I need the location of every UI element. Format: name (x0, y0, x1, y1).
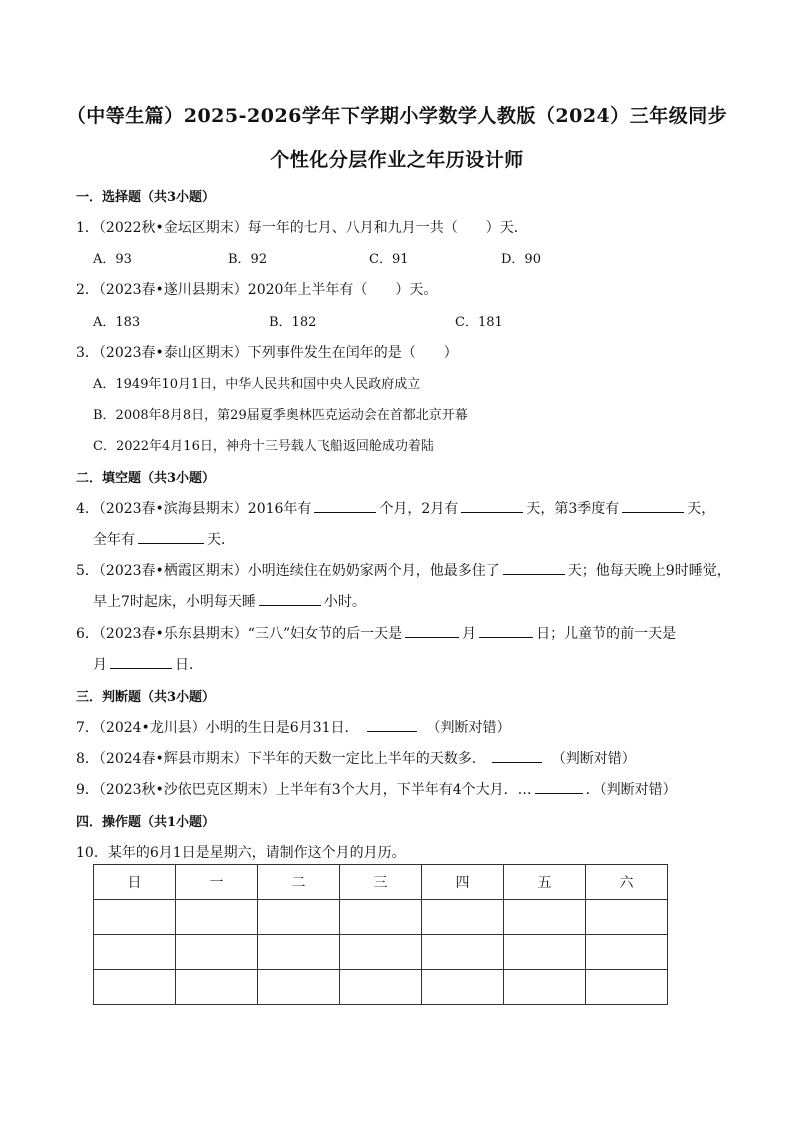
q1-option-c: C．91 (369, 252, 409, 267)
q7-suffix: （判断对错） (426, 720, 511, 736)
q6-blank-day-1[interactable] (479, 623, 533, 638)
page-title-line1: （中等生篇）2025-2026学年下学期小学数学人教版（2024）三年级同步 (66, 105, 728, 127)
question-1-stem: 1．（2022秋•金坛区期末）每一年的七月、八月和九月一共（ ）天． (76, 220, 528, 236)
q4-text-4: 天， (687, 501, 716, 517)
q3-option-b: B．2008年8月8日，第29届夏季奥林匹克运动会在首都北京开幕 (93, 408, 468, 423)
question-7 (76, 717, 511, 737)
question-6-line2 (93, 654, 203, 674)
q3-option-a: A．1949年10月1日，中华人民共和国中央人民政府成立 (93, 377, 421, 392)
calendar-cell[interactable] (586, 900, 668, 935)
calendar-cell[interactable] (422, 900, 504, 935)
calendar-header-wed: 三 (340, 865, 422, 900)
question-4-line1 (76, 498, 715, 518)
q8-suffix: （判断对错） (551, 751, 636, 767)
q6-text-2: 月 (462, 626, 477, 642)
calendar-cell[interactable] (258, 935, 340, 970)
question-5-line2 (93, 591, 366, 611)
calendar-cell[interactable] (422, 935, 504, 970)
q5-blank-hours[interactable] (259, 591, 321, 606)
calendar-cell[interactable] (340, 900, 422, 935)
question-5-line1 (76, 560, 731, 580)
q5-text-2: 天；他每天晚上9时睡觉， (567, 563, 731, 579)
q4-text-5: 全年有 (93, 532, 135, 548)
calendar-header-row (94, 865, 668, 900)
q1-option-b: B．92 (228, 252, 268, 267)
q9-blank[interactable] (535, 779, 583, 794)
calendar-cell[interactable] (176, 970, 258, 1005)
q6-blank-month-1[interactable] (405, 623, 459, 638)
calendar-cell[interactable] (258, 970, 340, 1005)
question-3-stem: 3．（2023春•泰山区期末）下列事件发生在闰年的是（ ） (76, 345, 458, 361)
calendar-cell[interactable] (340, 970, 422, 1005)
calendar-cell[interactable] (586, 970, 668, 1005)
calendar-cell[interactable] (176, 935, 258, 970)
section-heading-judge: 三．判断题（共3小题） (76, 690, 216, 705)
calendar-cell[interactable] (422, 970, 504, 1005)
calendar-header-sat: 六 (586, 865, 668, 900)
calendar-header-tue: 二 (258, 865, 340, 900)
calendar-cell[interactable] (504, 935, 586, 970)
section-heading-fill: 二．填空题（共3小题） (76, 471, 216, 486)
q7-blank[interactable] (367, 717, 417, 732)
question-4-line2 (93, 529, 235, 549)
q2-option-a: A．183 (93, 315, 141, 330)
q4-text-2: 个月，2月有 (379, 501, 459, 517)
q4-text-3: 天，第3季度有 (526, 501, 620, 517)
calendar-cell[interactable] (94, 970, 176, 1005)
section-heading-choice: 一．选择题（共3小题） (76, 190, 216, 205)
q4-text-6: 天． (207, 532, 235, 548)
q5-text-1: 5．（2023春•栖霞区期末）小明连续住在奶奶家两个月，他最多住了 (76, 563, 500, 579)
calendar-row (94, 970, 668, 1005)
page-title-line2: 个性化分层作业之年历设计师 (270, 149, 524, 171)
q6-text-4: 月 (93, 657, 107, 673)
q6-text-3: 日；儿童节的前一天是 (536, 626, 677, 642)
q1-option-a: A．93 (93, 252, 132, 267)
section-heading-operation: 四．操作题（共1小题） (76, 815, 216, 830)
q4-blank-year-days[interactable] (138, 529, 204, 544)
q4-blank-q3-days[interactable] (622, 498, 684, 513)
calendar-row (94, 900, 668, 935)
q2-option-b: B．182 (269, 315, 317, 330)
q2-option-c: C．181 (455, 315, 503, 330)
q5-text-3: 早上7时起床，小明每天睡 (93, 594, 256, 610)
q9-suffix: ．（判断对错） (585, 782, 677, 798)
calendar-cell[interactable] (586, 935, 668, 970)
q6-text-1: 6．（2023春•乐东县期末）“三八”妇女节的后一天是 (76, 626, 403, 642)
q4-blank-feb-days[interactable] (461, 498, 523, 513)
q6-blank-day-2[interactable] (110, 654, 172, 669)
question-9 (76, 779, 677, 799)
question-6-line1 (76, 623, 676, 643)
calendar-cell[interactable] (504, 970, 586, 1005)
calendar-header-thu: 四 (422, 865, 504, 900)
calendar-header-sun: 日 (94, 865, 176, 900)
q9-text: 9．（2023秋•沙依巴克区期末）上半年有3个大月，下半年有4个大月．… (76, 782, 532, 798)
calendar-cell[interactable] (176, 900, 258, 935)
question-10-stem: 10．某年的6月1日是星期六，请制作这个月的月历。 (76, 845, 406, 861)
q8-blank[interactable] (492, 748, 542, 763)
calendar-cell[interactable] (504, 900, 586, 935)
calendar-header-mon: 一 (176, 865, 258, 900)
calendar-cell[interactable] (94, 900, 176, 935)
q4-text-1: 4．（2023春•滨海县期末）2016年有 (76, 501, 312, 517)
q5-blank-days[interactable] (503, 560, 565, 575)
q8-text: 8．（2024春•辉县市期末）下半年的天数一定比上半年的天数多． (76, 751, 486, 767)
q1-option-d: D．90 (501, 252, 541, 267)
calendar-table (93, 864, 668, 1005)
calendar-header-fri: 五 (504, 865, 586, 900)
calendar-cell[interactable] (94, 935, 176, 970)
q4-blank-months[interactable] (314, 498, 376, 513)
calendar-row (94, 935, 668, 970)
q6-text-5: 日． (175, 657, 203, 673)
q3-option-c: C．2022年4月16日，神舟十三号载人飞船返回舱成功着陆 (93, 439, 434, 454)
q5-text-4: 小时。 (323, 594, 366, 610)
question-2-stem: 2．（2023春•遂川县期末）2020年上半年有（ ）天。 (76, 282, 438, 298)
q7-text: 7．（2024•龙川县）小明的生日是6月31日． (76, 720, 359, 736)
question-8 (76, 748, 636, 768)
calendar-cell[interactable] (258, 900, 340, 935)
calendar-cell[interactable] (340, 935, 422, 970)
